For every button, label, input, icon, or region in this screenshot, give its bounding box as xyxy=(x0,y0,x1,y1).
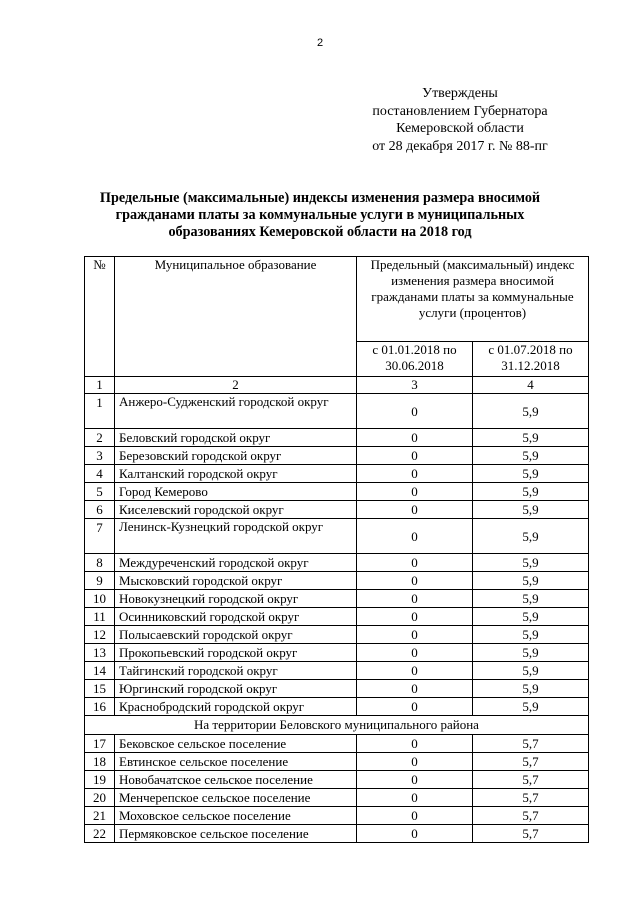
row-index-period-2: 5,7 xyxy=(473,735,589,753)
header-municipality: Муниципальное образование xyxy=(115,257,357,377)
row-index-period-1: 0 xyxy=(357,608,473,626)
tariff-index-table xyxy=(84,256,589,843)
row-index-period-2: 5,9 xyxy=(473,626,589,644)
table-row xyxy=(85,590,589,608)
row-number: 19 xyxy=(85,771,115,789)
row-municipality: Моховское сельское поселение xyxy=(115,807,357,825)
row-number: 7 xyxy=(85,519,115,554)
row-number: 16 xyxy=(85,698,115,716)
row-number: 14 xyxy=(85,662,115,680)
row-municipality: Менчерепское сельское поселение xyxy=(115,789,357,807)
row-number: 21 xyxy=(85,807,115,825)
header-index-group: Предельный (максимальный) индекс изменения размера вносимой гражданами платы за коммунальные услуги (процентов) xyxy=(357,257,589,342)
table-row xyxy=(85,771,589,789)
row-municipality: Калтанский городской округ xyxy=(115,465,357,483)
table-row xyxy=(85,554,589,572)
row-index-period-1: 0 xyxy=(357,447,473,465)
header-number: № xyxy=(85,257,115,377)
row-index-period-1: 0 xyxy=(357,501,473,519)
row-index-period-2: 5,7 xyxy=(473,807,589,825)
row-number: 22 xyxy=(85,825,115,843)
row-municipality: Ленинск-Кузнецкий городской округ xyxy=(115,519,357,554)
row-municipality: Новокузнецкий городской округ xyxy=(115,590,357,608)
table-row xyxy=(85,394,589,429)
header-period-1: с 01.01.2018 по 30.06.2018 xyxy=(357,342,473,377)
row-index-period-1: 0 xyxy=(357,735,473,753)
row-number: 15 xyxy=(85,680,115,698)
table-row xyxy=(85,626,589,644)
approval-line: Утверждены xyxy=(422,86,498,101)
row-index-period-2: 5,9 xyxy=(473,519,589,554)
row-municipality: Березовский городской округ xyxy=(115,447,357,465)
row-municipality: Анжеро-Судженский городской округ xyxy=(115,394,357,429)
row-municipality: Беловский городской округ xyxy=(115,429,357,447)
row-index-period-1: 0 xyxy=(357,626,473,644)
row-number: 8 xyxy=(85,554,115,572)
row-index-period-2: 5,9 xyxy=(473,644,589,662)
row-index-period-2: 5,9 xyxy=(473,483,589,501)
row-municipality: Краснобродский городской округ xyxy=(115,698,357,716)
row-index-period-1: 0 xyxy=(357,807,473,825)
row-municipality: Осинниковский городской округ xyxy=(115,608,357,626)
row-number: 13 xyxy=(85,644,115,662)
row-index-period-1: 0 xyxy=(357,590,473,608)
row-number: 18 xyxy=(85,753,115,771)
row-number: 17 xyxy=(85,735,115,753)
title-line: Предельные (максимальные) индексы изменения размера вносимой xyxy=(99,190,541,206)
row-index-period-2: 5,9 xyxy=(473,662,589,680)
table-row xyxy=(85,483,589,501)
row-number: 4 xyxy=(85,465,115,483)
row-index-period-2: 5,7 xyxy=(473,771,589,789)
row-index-period-1: 0 xyxy=(357,680,473,698)
column-number: 1 xyxy=(85,377,115,394)
table-row xyxy=(85,735,589,753)
table-row xyxy=(85,825,589,843)
table-row xyxy=(85,680,589,698)
section-row xyxy=(85,716,589,735)
table-row xyxy=(85,807,589,825)
row-index-period-1: 0 xyxy=(357,825,473,843)
table-row xyxy=(85,698,589,716)
row-index-period-2: 5,9 xyxy=(473,572,589,590)
table-row xyxy=(85,429,589,447)
row-index-period-1: 0 xyxy=(357,465,473,483)
row-index-period-1: 0 xyxy=(357,394,473,429)
row-index-period-2: 5,9 xyxy=(473,394,589,429)
approval-line: Кемеровской области xyxy=(396,121,524,136)
title-line: гражданами платы за коммунальные услуги в муниципальных xyxy=(115,207,525,223)
table-row xyxy=(85,572,589,590)
table-row xyxy=(85,753,589,771)
row-index-period-1: 0 xyxy=(357,429,473,447)
table-row xyxy=(85,519,589,554)
row-index-period-2: 5,9 xyxy=(473,698,589,716)
row-municipality: Междуреченский городской округ xyxy=(115,554,357,572)
column-number: 2 xyxy=(115,377,357,394)
row-municipality: Евтинское сельское поселение xyxy=(115,753,357,771)
document-title xyxy=(60,190,580,241)
row-number: 3 xyxy=(85,447,115,465)
row-index-period-1: 0 xyxy=(357,771,473,789)
table-row xyxy=(85,608,589,626)
row-index-period-1: 0 xyxy=(357,789,473,807)
row-index-period-2: 5,9 xyxy=(473,429,589,447)
header-period-2: с 01.07.2018 по 31.12.2018 xyxy=(473,342,589,377)
row-index-period-2: 5,7 xyxy=(473,825,589,843)
row-municipality: Пермяковское сельское поселение xyxy=(115,825,357,843)
row-municipality: Тайгинский городской округ xyxy=(115,662,357,680)
table-row xyxy=(85,447,589,465)
row-number: 2 xyxy=(85,429,115,447)
table-row xyxy=(85,662,589,680)
row-index-period-1: 0 xyxy=(357,753,473,771)
table-body-urban xyxy=(85,394,589,716)
row-index-period-2: 5,9 xyxy=(473,680,589,698)
row-municipality: Мысковский городской округ xyxy=(115,572,357,590)
row-number: 6 xyxy=(85,501,115,519)
table-row xyxy=(85,465,589,483)
row-number: 11 xyxy=(85,608,115,626)
row-municipality: Полысаевский городской округ xyxy=(115,626,357,644)
row-index-period-2: 5,7 xyxy=(473,753,589,771)
table-row xyxy=(85,644,589,662)
row-index-period-2: 5,7 xyxy=(473,789,589,807)
column-number: 4 xyxy=(473,377,589,394)
column-number-row xyxy=(85,377,589,394)
row-municipality: Новобачатское сельское поселение xyxy=(115,771,357,789)
row-index-period-1: 0 xyxy=(357,572,473,590)
row-number: 9 xyxy=(85,572,115,590)
page-number: 2 xyxy=(316,37,324,49)
row-index-period-2: 5,9 xyxy=(473,608,589,626)
row-number: 20 xyxy=(85,789,115,807)
row-index-period-2: 5,9 xyxy=(473,554,589,572)
row-index-period-1: 0 xyxy=(357,662,473,680)
row-index-period-1: 0 xyxy=(357,483,473,501)
row-index-period-2: 5,9 xyxy=(473,590,589,608)
approval-line: от 28 декабря 2017 г. № 88-пг xyxy=(372,138,548,154)
row-municipality: Город Кемерово xyxy=(115,483,357,501)
row-index-period-2: 5,9 xyxy=(473,447,589,465)
row-number: 1 xyxy=(85,394,115,429)
title-line: образованиях Кемеровской области на 2018 год xyxy=(168,224,472,240)
row-municipality: Юргинский городской округ xyxy=(115,680,357,698)
column-number: 3 xyxy=(357,377,473,394)
row-number: 12 xyxy=(85,626,115,644)
row-index-period-1: 0 xyxy=(357,698,473,716)
row-index-period-1: 0 xyxy=(357,519,473,554)
row-municipality: Прокопьевский городской округ xyxy=(115,644,357,662)
row-municipality: Бековское сельское поселение xyxy=(115,735,357,753)
row-municipality: Киселевский городской округ xyxy=(115,501,357,519)
row-number: 5 xyxy=(85,483,115,501)
section-label: На территории Беловского муниципального района xyxy=(85,716,589,735)
row-index-period-1: 0 xyxy=(357,554,473,572)
table-row xyxy=(85,789,589,807)
table-body-rural xyxy=(85,735,589,843)
row-index-period-1: 0 xyxy=(357,644,473,662)
approval-block xyxy=(300,85,620,155)
table-row xyxy=(85,501,589,519)
row-index-period-2: 5,9 xyxy=(473,501,589,519)
row-number: 10 xyxy=(85,590,115,608)
approval-line: постановлением Губернатора xyxy=(372,103,548,119)
row-index-period-2: 5,9 xyxy=(473,465,589,483)
